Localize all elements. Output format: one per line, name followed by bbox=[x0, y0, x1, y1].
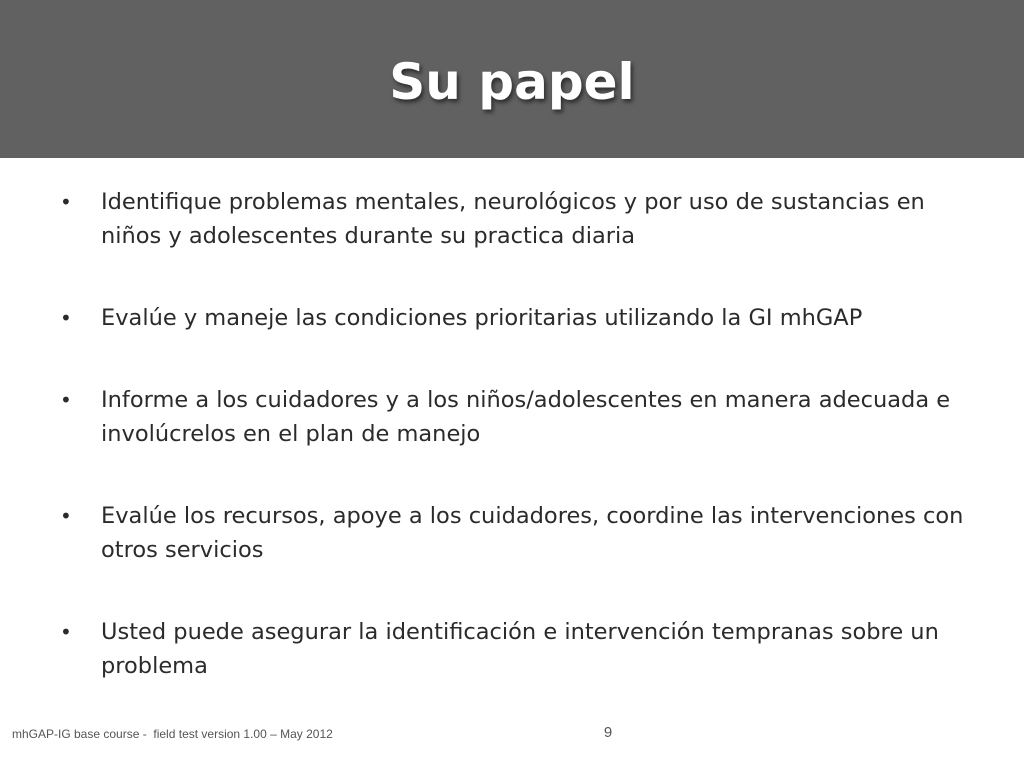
bullet-icon: • bbox=[60, 620, 72, 644]
bullet-text: Evalúe los recursos, apoye a los cuidadores, coordine las intervenciones con otros servicios bbox=[101, 503, 964, 563]
bullet-icon: • bbox=[60, 306, 72, 330]
bullet-text: Informe a los cuidadores y a los niños/adolescentes en manera adecuada e involúcrelos en el plan de manejo bbox=[101, 387, 951, 447]
footer-course-text: mhGAP-IG base course - field test version 1.00 – May 2012 bbox=[12, 727, 333, 741]
bullet-icon: • bbox=[60, 504, 72, 528]
bullet-text: Evalúe y maneje las condiciones prioritarias utilizando la GI mhGAP bbox=[101, 305, 863, 331]
bullet-text: Usted puede asegurar la identificación e intervención tempranas sobre un problema bbox=[101, 619, 939, 679]
bullet-icon: • bbox=[60, 388, 72, 412]
page-number: 9 bbox=[603, 724, 613, 741]
slide-title: Su papel bbox=[389, 53, 635, 111]
bullet-icon: • bbox=[60, 190, 72, 214]
bullet-text: Identifique problemas mentales, neurológicos y por uso de sustancias en niños y adolescentes durante su practica diaria bbox=[101, 189, 925, 249]
